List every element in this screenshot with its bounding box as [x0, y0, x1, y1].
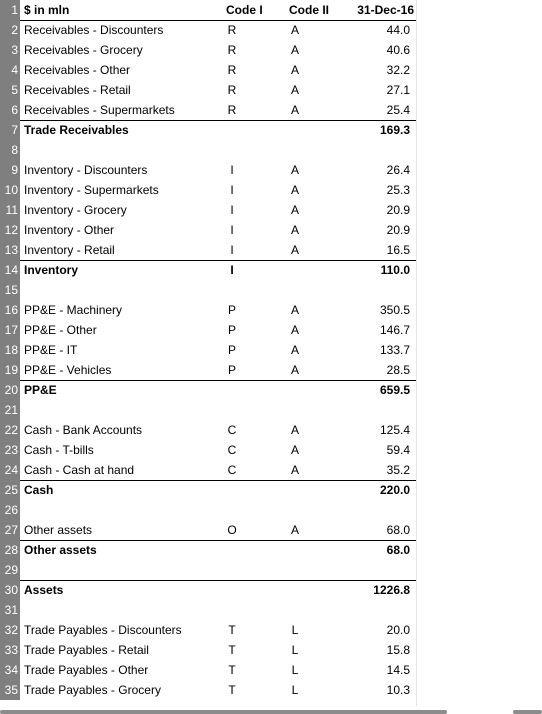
row-number[interactable] — [0, 360, 20, 380]
value-cell[interactable]: 350.5 — [379, 303, 410, 317]
total-row — [0, 580, 542, 600]
header-code2-cell[interactable]: Code II — [289, 3, 330, 17]
total-row — [0, 540, 542, 560]
label-cell[interactable]: Inventory - Other — [24, 223, 115, 237]
row-number-label: 10 — [4, 183, 18, 197]
row-number-label: 14 — [4, 263, 18, 277]
label-cell[interactable]: PP&E — [24, 383, 57, 397]
row-number[interactable] — [0, 560, 20, 580]
value-cell[interactable]: 27.1 — [386, 83, 410, 97]
row-number[interactable] — [0, 320, 20, 340]
row-number-label: 21 — [4, 403, 18, 417]
row-number[interactable] — [0, 460, 20, 480]
data-row — [0, 660, 542, 680]
value-cell[interactable]: 1226.8 — [373, 583, 410, 597]
row-number-label: 2 — [11, 23, 18, 37]
code2-cell[interactable]: A — [290, 523, 299, 537]
code1-cell[interactable] — [226, 540, 238, 560]
row-number-label: 29 — [4, 563, 18, 577]
row-number-label: 3 — [11, 43, 18, 57]
label-cell[interactable] — [24, 560, 224, 580]
value-cell[interactable]: 14.5 — [386, 663, 410, 677]
label-cell[interactable]: PP&E - IT — [24, 343, 78, 357]
row-number[interactable] — [0, 620, 20, 640]
row-number[interactable] — [0, 20, 20, 40]
row-number-label: 9 — [11, 163, 18, 177]
code2-cell[interactable] — [289, 500, 301, 520]
code1-cell[interactable] — [226, 580, 238, 600]
label-cell[interactable]: Inventory - Supermarkets — [24, 183, 159, 197]
code2-cell[interactable]: A — [290, 83, 299, 97]
blank-row — [0, 140, 542, 160]
row-number-label: 25 — [4, 483, 18, 497]
code1-cell[interactable]: I — [230, 243, 234, 257]
row-number[interactable] — [0, 140, 20, 160]
data-row — [0, 420, 542, 440]
value-cell[interactable]: 59.4 — [386, 443, 410, 457]
value-cell[interactable]: 20.0 — [386, 623, 410, 637]
code2-cell[interactable]: L — [291, 643, 299, 657]
code1-cell[interactable]: I — [230, 203, 234, 217]
row-number-label: 5 — [11, 83, 18, 97]
row-number[interactable] — [0, 500, 20, 520]
value-cell[interactable]: 25.3 — [386, 183, 410, 197]
code1-cell[interactable] — [226, 140, 238, 160]
value-cell[interactable]: 28.5 — [386, 363, 410, 377]
row-number-label: 32 — [4, 623, 18, 637]
label-cell[interactable]: Trade Payables - Grocery — [24, 683, 161, 697]
row-number-label: 22 — [4, 423, 18, 437]
value-cell[interactable]: 20.9 — [386, 223, 410, 237]
label-cell[interactable]: Receivables - Supermarkets — [24, 103, 175, 117]
row-number[interactable] — [0, 480, 20, 500]
code1-cell[interactable]: I — [230, 163, 234, 177]
row-number[interactable] — [0, 300, 20, 320]
label-cell[interactable]: Trade Payables - Retail — [24, 643, 149, 657]
row-number-label: 16 — [4, 303, 18, 317]
data-row — [0, 80, 542, 100]
value-cell[interactable]: 146.7 — [379, 323, 410, 337]
code2-cell[interactable] — [289, 400, 301, 420]
label-cell[interactable]: Receivables - Other — [24, 63, 131, 77]
row-number[interactable] — [0, 180, 20, 200]
code1-cell[interactable] — [226, 120, 238, 140]
row-number[interactable] — [0, 80, 20, 100]
blank-row — [0, 500, 542, 520]
value-cell[interactable]: 32.2 — [386, 63, 410, 77]
code2-cell[interactable]: A — [290, 203, 299, 217]
code2-cell[interactable] — [289, 280, 301, 300]
code1-cell[interactable]: P — [227, 343, 236, 357]
row-number-label: 31 — [4, 603, 18, 617]
code2-cell[interactable]: A — [290, 243, 299, 257]
row-number[interactable] — [0, 100, 20, 120]
data-row — [0, 460, 542, 480]
row-number[interactable] — [0, 160, 20, 180]
code2-cell[interactable] — [289, 380, 301, 400]
value-cell[interactable]: 125.4 — [379, 423, 410, 437]
value-cell[interactable]: 20.9 — [386, 203, 410, 217]
row-number-label: 4 — [11, 63, 18, 77]
code1-cell[interactable]: R — [227, 43, 237, 57]
horizontal-scrollbar[interactable] — [0, 710, 447, 714]
code1-cell[interactable]: C — [227, 423, 237, 437]
code2-cell[interactable] — [289, 560, 301, 580]
row-number[interactable] — [0, 640, 20, 660]
code1-cell[interactable] — [226, 600, 238, 620]
data-row — [0, 340, 542, 360]
code2-cell[interactable]: A — [290, 343, 299, 357]
code1-cell[interactable]: R — [227, 63, 237, 77]
data-row — [0, 200, 542, 220]
total-row — [0, 120, 542, 140]
label-cell[interactable]: Cash - T-bills — [24, 443, 94, 457]
row-number[interactable] — [0, 340, 20, 360]
code2-cell[interactable]: A — [290, 423, 299, 437]
code1-cell[interactable] — [226, 500, 238, 520]
row-number[interactable] — [0, 240, 20, 260]
blank-row — [0, 400, 542, 420]
row-number[interactable] — [0, 260, 20, 280]
code2-cell[interactable]: L — [291, 663, 299, 677]
row-number-label: 11 — [5, 203, 18, 217]
subtotal-rule — [20, 540, 416, 541]
value-cell[interactable] — [349, 560, 410, 580]
code1-cell[interactable]: T — [228, 643, 236, 657]
subtotal-rule — [20, 380, 416, 381]
data-row — [0, 100, 542, 120]
code1-cell[interactable]: P — [227, 363, 236, 377]
value-cell[interactable]: 10.3 — [386, 683, 410, 697]
row-number-label: 6 — [11, 103, 18, 117]
code1-cell[interactable]: R — [227, 23, 237, 37]
row-number[interactable] — [0, 200, 20, 220]
code1-cell[interactable]: P — [227, 303, 236, 317]
row-number-label: 13 — [4, 243, 18, 257]
data-row — [0, 240, 542, 260]
code2-cell[interactable]: A — [290, 443, 299, 457]
value-cell[interactable]: 68.0 — [386, 523, 410, 537]
data-row — [0, 180, 542, 200]
row-number-label: 30 — [4, 583, 18, 597]
label-cell[interactable]: Trade Receivables — [24, 123, 129, 137]
row-number[interactable] — [0, 440, 20, 460]
row-number[interactable] — [0, 600, 20, 620]
code2-cell[interactable]: A — [290, 183, 299, 197]
data-row — [0, 680, 542, 700]
scrollbar-thumb[interactable] — [513, 710, 542, 714]
label-cell[interactable]: Inventory — [24, 263, 79, 277]
value-cell[interactable]: 16.5 — [386, 243, 410, 257]
value-cell[interactable]: 26.4 — [386, 163, 410, 177]
row-number[interactable] — [0, 540, 20, 560]
value-cell[interactable]: 169.3 — [379, 123, 410, 137]
label-cell[interactable]: PP&E - Other — [24, 323, 97, 337]
label-cell[interactable]: Trade Payables - Other — [24, 663, 149, 677]
row-number[interactable] — [0, 220, 20, 240]
column-border — [416, 0, 417, 706]
row-number[interactable] — [0, 680, 20, 700]
value-cell[interactable]: 44.0 — [386, 23, 410, 37]
data-row — [0, 40, 542, 60]
row-number[interactable] — [0, 400, 20, 420]
data-row — [0, 320, 542, 340]
subtotal-rule — [20, 260, 416, 261]
code2-cell[interactable]: A — [290, 303, 299, 317]
header-row — [0, 0, 542, 20]
code2-cell[interactable] — [289, 120, 301, 140]
code1-cell[interactable]: I — [230, 263, 234, 277]
row-number[interactable] — [0, 0, 20, 20]
code1-cell[interactable] — [226, 380, 238, 400]
code2-cell[interactable] — [289, 540, 301, 560]
code1-cell[interactable]: T — [228, 623, 236, 637]
code1-cell[interactable]: R — [227, 103, 237, 117]
row-number-label: 17 — [4, 323, 18, 337]
label-cell[interactable] — [24, 500, 224, 520]
label-cell[interactable] — [24, 140, 224, 160]
code2-cell[interactable]: A — [290, 63, 299, 77]
total-row — [0, 480, 542, 500]
value-cell[interactable] — [349, 600, 410, 620]
code2-cell[interactable]: L — [291, 623, 299, 637]
value-cell[interactable]: 133.7 — [379, 343, 410, 357]
row-number-label: 26 — [4, 503, 18, 517]
data-row — [0, 60, 542, 80]
code2-cell[interactable]: A — [290, 463, 299, 477]
header-label-cell[interactable]: $ in mln — [24, 3, 70, 17]
row-number-label: 19 — [4, 363, 18, 377]
blank-row — [0, 280, 542, 300]
data-row — [0, 300, 542, 320]
row-number-label: 15 — [4, 283, 18, 297]
label-cell[interactable]: Cash - Cash at hand — [24, 463, 135, 477]
data-row — [0, 440, 542, 460]
value-cell[interactable] — [349, 280, 410, 300]
data-row — [0, 640, 542, 660]
label-cell[interactable]: Assets — [24, 583, 64, 597]
label-cell[interactable] — [24, 600, 224, 620]
row-number-label: 18 — [4, 343, 18, 357]
value-cell[interactable]: 15.8 — [386, 643, 410, 657]
row-number[interactable] — [0, 60, 20, 80]
data-row — [0, 520, 542, 540]
code1-cell[interactable] — [226, 400, 238, 420]
code1-cell[interactable]: O — [227, 523, 237, 537]
code1-cell[interactable]: T — [228, 683, 236, 697]
row-number-label: 35 — [4, 683, 18, 697]
value-cell[interactable] — [349, 400, 410, 420]
row-number[interactable] — [0, 120, 20, 140]
code1-cell[interactable]: C — [227, 443, 237, 457]
row-number-label: 7 — [11, 123, 18, 137]
row-number-label: 33 — [4, 643, 18, 657]
label-cell[interactable]: Other assets — [24, 543, 97, 557]
code2-cell[interactable]: A — [290, 23, 299, 37]
code1-cell[interactable]: T — [228, 663, 236, 677]
code2-cell[interactable] — [289, 580, 301, 600]
row-number[interactable] — [0, 520, 20, 540]
code2-cell[interactable] — [289, 600, 301, 620]
value-cell[interactable]: 110.0 — [380, 263, 410, 277]
code1-cell[interactable] — [226, 480, 238, 500]
row-number[interactable] — [0, 580, 20, 600]
header-code1-cell[interactable]: Code I — [226, 3, 263, 17]
data-row — [0, 360, 542, 380]
label-cell[interactable]: Inventory - Retail — [24, 243, 115, 257]
total-row — [0, 260, 542, 280]
total-row — [0, 380, 542, 400]
code2-cell[interactable]: A — [290, 103, 299, 117]
row-number[interactable] — [0, 280, 20, 300]
label-cell[interactable]: Receivables - Discounters — [24, 23, 164, 37]
value-cell[interactable]: 25.4 — [386, 103, 410, 117]
row-number-label: 20 — [4, 383, 18, 397]
code1-cell[interactable] — [226, 280, 238, 300]
subtotal-rule — [20, 120, 416, 121]
row-number-label: 12 — [4, 223, 18, 237]
label-cell[interactable]: Cash - Bank Accounts — [24, 423, 143, 437]
value-cell[interactable]: 35.2 — [386, 463, 410, 477]
code2-cell[interactable]: A — [290, 163, 299, 177]
label-cell[interactable]: PP&E - Machinery — [24, 303, 123, 317]
code1-cell[interactable]: R — [227, 83, 237, 97]
code2-cell[interactable]: A — [290, 43, 299, 57]
code2-cell[interactable]: A — [290, 363, 299, 377]
code1-cell[interactable]: C — [227, 463, 237, 477]
row-number-label: 1 — [11, 3, 18, 17]
data-row — [0, 20, 542, 40]
code1-cell[interactable]: I — [230, 223, 234, 237]
value-cell[interactable]: 220.0 — [379, 483, 410, 497]
label-cell[interactable]: Cash — [24, 483, 54, 497]
label-cell[interactable]: Inventory - Grocery — [24, 203, 127, 217]
code2-cell[interactable]: A — [290, 323, 299, 337]
row-number-label: 24 — [4, 463, 18, 477]
row-number[interactable] — [0, 40, 20, 60]
code2-cell[interactable]: L — [291, 683, 299, 697]
code1-cell[interactable] — [226, 560, 238, 580]
row-number[interactable] — [0, 420, 20, 440]
header-date-cell[interactable]: 31-Dec-16 — [357, 3, 414, 17]
data-row — [0, 620, 542, 640]
row-number-label: 27 — [4, 523, 18, 537]
label-cell[interactable]: Trade Payables - Discounters — [24, 623, 182, 637]
row-number-label: 8 — [11, 143, 18, 157]
label-cell[interactable]: Receivables - Retail — [24, 83, 131, 97]
data-row — [0, 220, 542, 240]
label-cell[interactable]: PP&E - Vehicles — [24, 363, 112, 377]
code2-cell[interactable]: A — [290, 223, 299, 237]
code1-cell[interactable]: P — [227, 323, 236, 337]
label-cell[interactable]: Receivables - Grocery — [24, 43, 143, 57]
code1-cell[interactable]: I — [230, 183, 234, 197]
row-number[interactable] — [0, 660, 20, 680]
value-cell[interactable] — [349, 140, 410, 160]
row-number-label: 34 — [4, 663, 18, 677]
row-number-label: 28 — [4, 543, 18, 557]
label-cell[interactable] — [24, 280, 224, 300]
code2-cell[interactable] — [289, 480, 301, 500]
label-cell[interactable]: Inventory - Discounters — [24, 163, 148, 177]
value-cell[interactable]: 68.0 — [386, 543, 410, 557]
code2-cell[interactable] — [289, 140, 301, 160]
label-cell[interactable] — [24, 400, 224, 420]
label-cell[interactable]: Other assets — [24, 523, 93, 537]
subtotal-rule — [20, 480, 416, 481]
data-row — [0, 160, 542, 180]
blank-row — [0, 600, 542, 620]
blank-row — [0, 560, 542, 580]
subtotal-rule — [20, 580, 416, 581]
code2-cell[interactable] — [289, 260, 301, 280]
value-cell[interactable]: 40.6 — [386, 43, 410, 57]
row-number-label: 23 — [4, 443, 18, 457]
row-number[interactable] — [0, 380, 20, 400]
value-cell[interactable] — [349, 500, 410, 520]
value-cell[interactable]: 659.5 — [379, 383, 410, 397]
